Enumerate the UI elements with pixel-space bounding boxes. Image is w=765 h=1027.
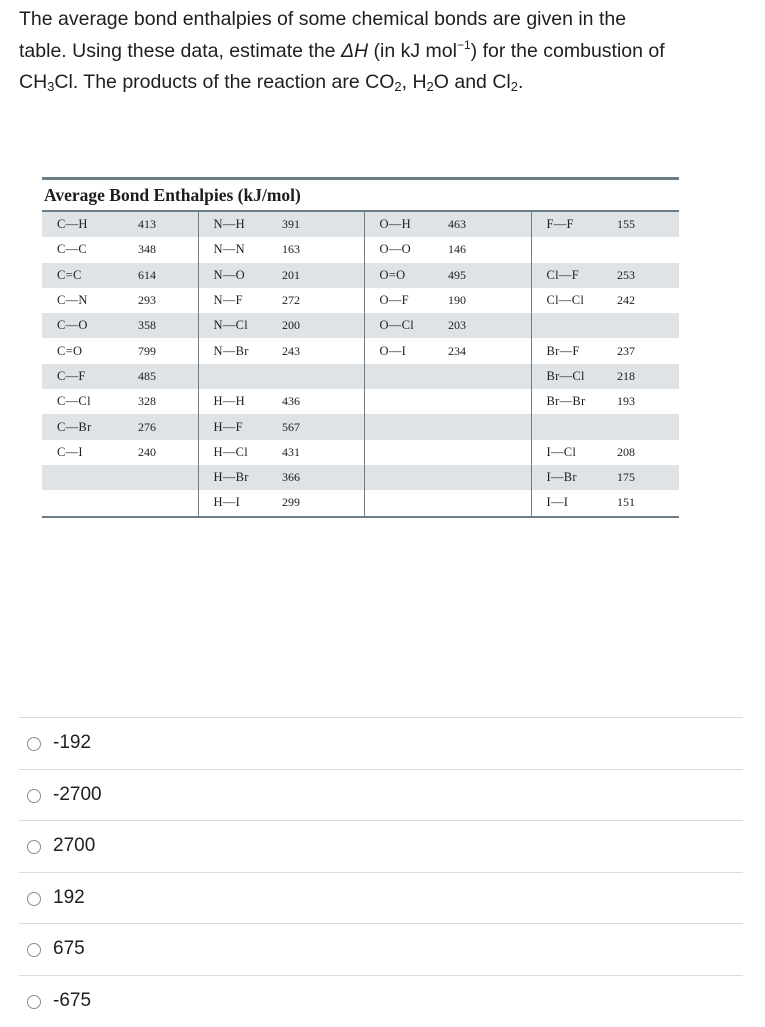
table-row [42, 364, 679, 389]
bond-cell: C—H [42, 212, 138, 237]
bond-cell: H—Cl [213, 444, 249, 459]
enthalpy-value-cell: 413 [138, 212, 198, 237]
answer-option-label: 192 [53, 886, 85, 908]
enthalpy-value-cell: 146 [448, 237, 531, 262]
answer-option-label: -675 [53, 989, 92, 1011]
enthalpy-value-cell [138, 465, 198, 490]
bond-cell: N—Br [213, 343, 249, 358]
bond-cell: H—F [198, 414, 282, 439]
enthalpy-value-cell [617, 313, 679, 338]
bond-cell: O—I [379, 343, 407, 358]
bond-cell: Cl—F [531, 263, 617, 288]
table-row [42, 288, 679, 313]
bond-cell: I—Br [531, 465, 617, 490]
bond-cell [531, 313, 617, 338]
radio-button[interactable] [27, 840, 41, 854]
answer-option-label: 675 [53, 938, 85, 960]
bond-cell [198, 364, 282, 389]
bond-cell [364, 465, 448, 490]
enthalpy-value-cell: 495 [448, 263, 531, 288]
delta-h-symbol: ΔH [340, 39, 369, 62]
enthalpy-value-cell [448, 414, 531, 439]
bond-cell: Br—Br [546, 394, 586, 409]
enthalpy-value-cell: 200 [282, 313, 364, 338]
answer-option[interactable] [19, 975, 743, 1027]
enthalpy-value-cell: 485 [138, 364, 198, 389]
bond-cell [531, 414, 617, 439]
enthalpy-value-cell: 151 [617, 490, 679, 516]
answer-option[interactable] [19, 820, 743, 872]
bond-cell: O—F [379, 293, 409, 308]
enthalpy-value-cell: 218 [617, 364, 679, 389]
enthalpy-value-cell: 799 [138, 338, 198, 363]
question-text [19, 4, 749, 99]
table-row [42, 465, 679, 490]
enthalpy-value-cell: 366 [282, 465, 364, 490]
bond-cell: Cl—Cl [546, 293, 585, 308]
bond-cell [42, 490, 138, 516]
bond-cell: O—O [379, 242, 411, 257]
bond-cell: I—I [531, 490, 617, 516]
enthalpy-value-cell: 242 [617, 293, 635, 308]
bond-cell: C—Br [42, 414, 138, 439]
bond-cell [364, 490, 448, 516]
enthalpy-value-cell: 293 [138, 288, 198, 313]
bond-cell: C—Cl [57, 394, 91, 409]
bond-cell: N—H [198, 212, 282, 237]
bond-cell: C—N [57, 293, 88, 308]
enthalpy-value-cell: 163 [282, 237, 364, 262]
enthalpy-value-cell [448, 465, 531, 490]
enthalpy-value-cell: 299 [282, 490, 364, 516]
question-line-2: table. Using these data, estimate the ΔH (in kJ mol$^{-1}$) for the combustion of [19, 37, 665, 62]
enthalpy-value-cell [617, 237, 679, 262]
enthalpy-value-cell [617, 414, 679, 439]
enthalpy-value-cell: 463 [448, 212, 531, 237]
enthalpy-value-cell: 243 [282, 338, 364, 363]
table-row [42, 338, 679, 363]
bond-cell [364, 440, 448, 465]
bond-cell: F—F [531, 212, 617, 237]
table-row [42, 313, 679, 338]
answer-option-label: -2700 [53, 783, 102, 805]
enthalpy-value-cell [448, 440, 531, 465]
bond-cell: C—C [57, 242, 88, 257]
enthalpy-value-cell: 276 [138, 414, 198, 439]
table-row [42, 440, 679, 465]
bond-cell: C—F [42, 364, 138, 389]
bond-cell [42, 465, 138, 490]
answer-options [19, 717, 743, 1027]
enthalpy-value-cell: 614 [138, 263, 198, 288]
question-line-3: $CH_3Cl$. The products of the reaction are $CO_2$, $H_2O$ and $Cl_2$. [19, 71, 524, 94]
enthalpy-value-cell [448, 389, 531, 414]
bond-enthalpy-table-image [42, 177, 679, 518]
radio-button[interactable] [27, 737, 41, 751]
bond-enthalpy-table [42, 212, 679, 518]
enthalpy-value-cell [448, 364, 531, 389]
bond-cell: O—Cl [364, 313, 448, 338]
answer-option[interactable] [19, 923, 743, 975]
enthalpy-value-cell: 328 [138, 389, 198, 414]
bond-cell: N—F [213, 293, 243, 308]
radio-button[interactable] [27, 789, 41, 803]
bond-cell: H—Br [198, 465, 282, 490]
enthalpy-value-cell: 234 [448, 338, 531, 363]
bond-cell: N—N [213, 242, 245, 257]
answer-option-label: 2700 [53, 835, 96, 857]
radio-button[interactable] [27, 943, 41, 957]
enthalpy-value-cell: 391 [282, 212, 364, 237]
bond-cell: C=C [42, 263, 138, 288]
enthalpy-value-cell: 240 [138, 440, 198, 465]
enthalpy-value-cell: 358 [138, 313, 198, 338]
enthalpy-value-cell: 253 [617, 263, 679, 288]
enthalpy-value-cell: 203 [448, 313, 531, 338]
enthalpy-value-cell: 190 [448, 288, 531, 313]
enthalpy-value-cell: 237 [617, 343, 635, 358]
radio-button[interactable] [27, 892, 41, 906]
question-line-1: The average bond enthalpies of some chemical bonds are given in the [19, 8, 627, 30]
bond-cell [531, 237, 617, 262]
table-row [42, 237, 679, 262]
answer-option[interactable] [19, 717, 743, 769]
answer-option[interactable] [19, 769, 743, 821]
enthalpy-value-cell [138, 490, 198, 516]
bond-cell: Br—F [546, 343, 580, 358]
bond-cell: O—H [364, 212, 448, 237]
enthalpy-value-cell [282, 364, 364, 389]
bond-cell [364, 414, 448, 439]
table-row [42, 389, 679, 414]
enthalpy-value-cell: 175 [617, 465, 679, 490]
enthalpy-value-cell: 208 [617, 444, 635, 459]
enthalpy-value-cell: 436 [282, 389, 364, 414]
answer-option[interactable] [19, 872, 743, 924]
enthalpy-value-cell: 431 [282, 440, 364, 465]
enthalpy-value-cell: 567 [282, 414, 364, 439]
enthalpy-value-cell: 272 [282, 288, 364, 313]
table-row [42, 212, 679, 237]
bond-cell: C—I [57, 444, 83, 459]
table-title: Average Bond Enthalpies (kJ/mol) [42, 180, 679, 212]
table-row [42, 414, 679, 439]
answer-option-label: -192 [53, 732, 92, 753]
bond-cell: Br—Cl [531, 364, 617, 389]
enthalpy-value-cell: 193 [617, 394, 635, 409]
bond-cell: H—I [198, 490, 282, 516]
bond-cell: C—O [42, 313, 138, 338]
bond-cell: N—O [198, 263, 282, 288]
enthalpy-value-cell: 348 [138, 237, 198, 262]
bond-cell: H—H [213, 394, 245, 409]
enthalpy-value-cell [448, 490, 531, 516]
bond-cell [364, 389, 448, 414]
table-row [42, 490, 679, 516]
enthalpy-value-cell: 155 [617, 212, 679, 237]
enthalpy-value-cell: 201 [282, 263, 364, 288]
radio-button[interactable] [27, 995, 41, 1009]
bond-cell: I—Cl [546, 444, 577, 459]
bond-cell: C=O [57, 343, 83, 358]
table-row [42, 263, 679, 288]
bond-cell: N—Cl [198, 313, 282, 338]
bond-cell [364, 364, 448, 389]
bond-cell: O=O [364, 263, 448, 288]
